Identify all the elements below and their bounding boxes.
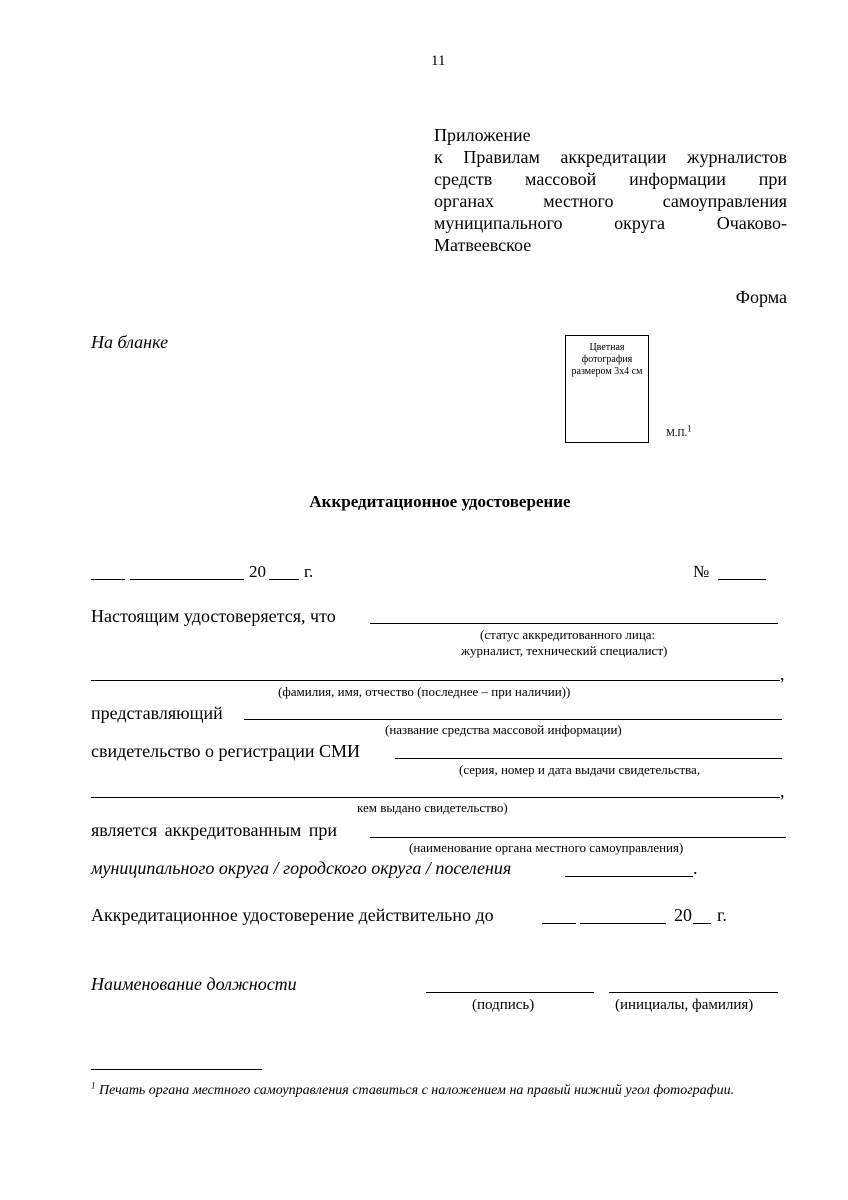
- media-name-line[interactable]: [244, 719, 782, 720]
- media-name-hint: (название средства массовой информации): [385, 722, 622, 737]
- form-label: Форма: [735, 287, 787, 307]
- appendix-line: средств массовой информации при: [434, 169, 787, 189]
- valid-text: Аккредитационное удостоверение действительно до: [91, 905, 494, 925]
- registration-line[interactable]: [395, 758, 782, 759]
- valid-year-prefix: 20: [674, 905, 692, 925]
- authority-line[interactable]: [370, 837, 786, 838]
- footnote-ref: 1: [91, 1080, 96, 1091]
- footnote-text: Печать органа местного самоуправления ставиться с наложением на правый нижний угол фотографии.: [99, 1083, 735, 1098]
- appendix-line: Приложение: [434, 125, 531, 145]
- registration-text: свидетельство о регистрации СМИ: [91, 741, 361, 761]
- date-year-line[interactable]: [269, 579, 299, 580]
- footnote: [91, 1081, 787, 1101]
- date-month-line[interactable]: [130, 579, 244, 580]
- position-label: Наименование должности: [91, 974, 297, 994]
- comma: ,: [780, 781, 785, 801]
- appendix-line: Матвеевское: [434, 235, 532, 255]
- valid-month-line[interactable]: [580, 923, 666, 924]
- municipal-line[interactable]: [565, 876, 693, 877]
- valid-day-line[interactable]: [542, 923, 576, 924]
- fio-hint: (фамилия, имя, отчество (последнее – при наличии)): [278, 684, 571, 699]
- status-line[interactable]: [370, 623, 778, 624]
- number-sign: №: [693, 562, 710, 581]
- stamp-text: М.П.: [666, 428, 688, 439]
- signature-hint: (подпись): [472, 997, 535, 1013]
- valid-suffix: г.: [717, 905, 727, 925]
- on-blank-label: На бланке: [91, 332, 169, 352]
- comma: ,: [780, 664, 785, 684]
- representing-text: представляющий: [91, 703, 223, 723]
- appendix-line: к Правилам аккредитации журналистов: [434, 147, 787, 167]
- issued-by-hint: кем выдано свидетельство): [357, 800, 508, 815]
- footnote-separator: [91, 1069, 262, 1070]
- registration-hint: (серия, номер и дата выдачи свидетельства,: [459, 762, 701, 777]
- status-hint: журналист, технический специалист): [461, 643, 668, 658]
- status-hint: (статус аккредитованного лица:: [480, 627, 656, 642]
- page-number: 11: [431, 53, 446, 69]
- fio-line[interactable]: [91, 680, 780, 681]
- date-year-prefix: 20: [249, 562, 266, 581]
- authority-hint: (наименование органа местного самоуправления): [409, 840, 684, 855]
- stamp-footnote-ref: 1: [687, 423, 692, 434]
- appendix-line: органах местного самоуправления: [434, 191, 787, 211]
- initials-hint: (инициалы, фамилия): [615, 997, 754, 1013]
- appendix-line: муниципального округа Очаково-: [434, 213, 787, 233]
- stamp-label: [666, 423, 692, 440]
- certify-text: Настоящим удостоверяется, что: [91, 606, 336, 626]
- appendix-block: [434, 124, 787, 256]
- accredited-text: является аккредитованным при: [91, 820, 338, 840]
- initials-line[interactable]: [609, 992, 778, 993]
- date-day-line[interactable]: [91, 579, 125, 580]
- document-title: Аккредитационное удостоверение: [309, 492, 571, 511]
- valid-year-line[interactable]: [693, 923, 711, 924]
- period: .: [693, 858, 698, 878]
- number-line[interactable]: [718, 579, 766, 580]
- issued-by-line[interactable]: [91, 797, 780, 798]
- signature-line[interactable]: [426, 992, 594, 993]
- municipal-text: муниципального округа / городского округа / поселения: [91, 858, 512, 878]
- date-suffix: г.: [304, 562, 314, 581]
- photo-placeholder: [565, 335, 649, 443]
- photo-caption: Цветная фотография размером 3х4 см: [571, 342, 643, 377]
